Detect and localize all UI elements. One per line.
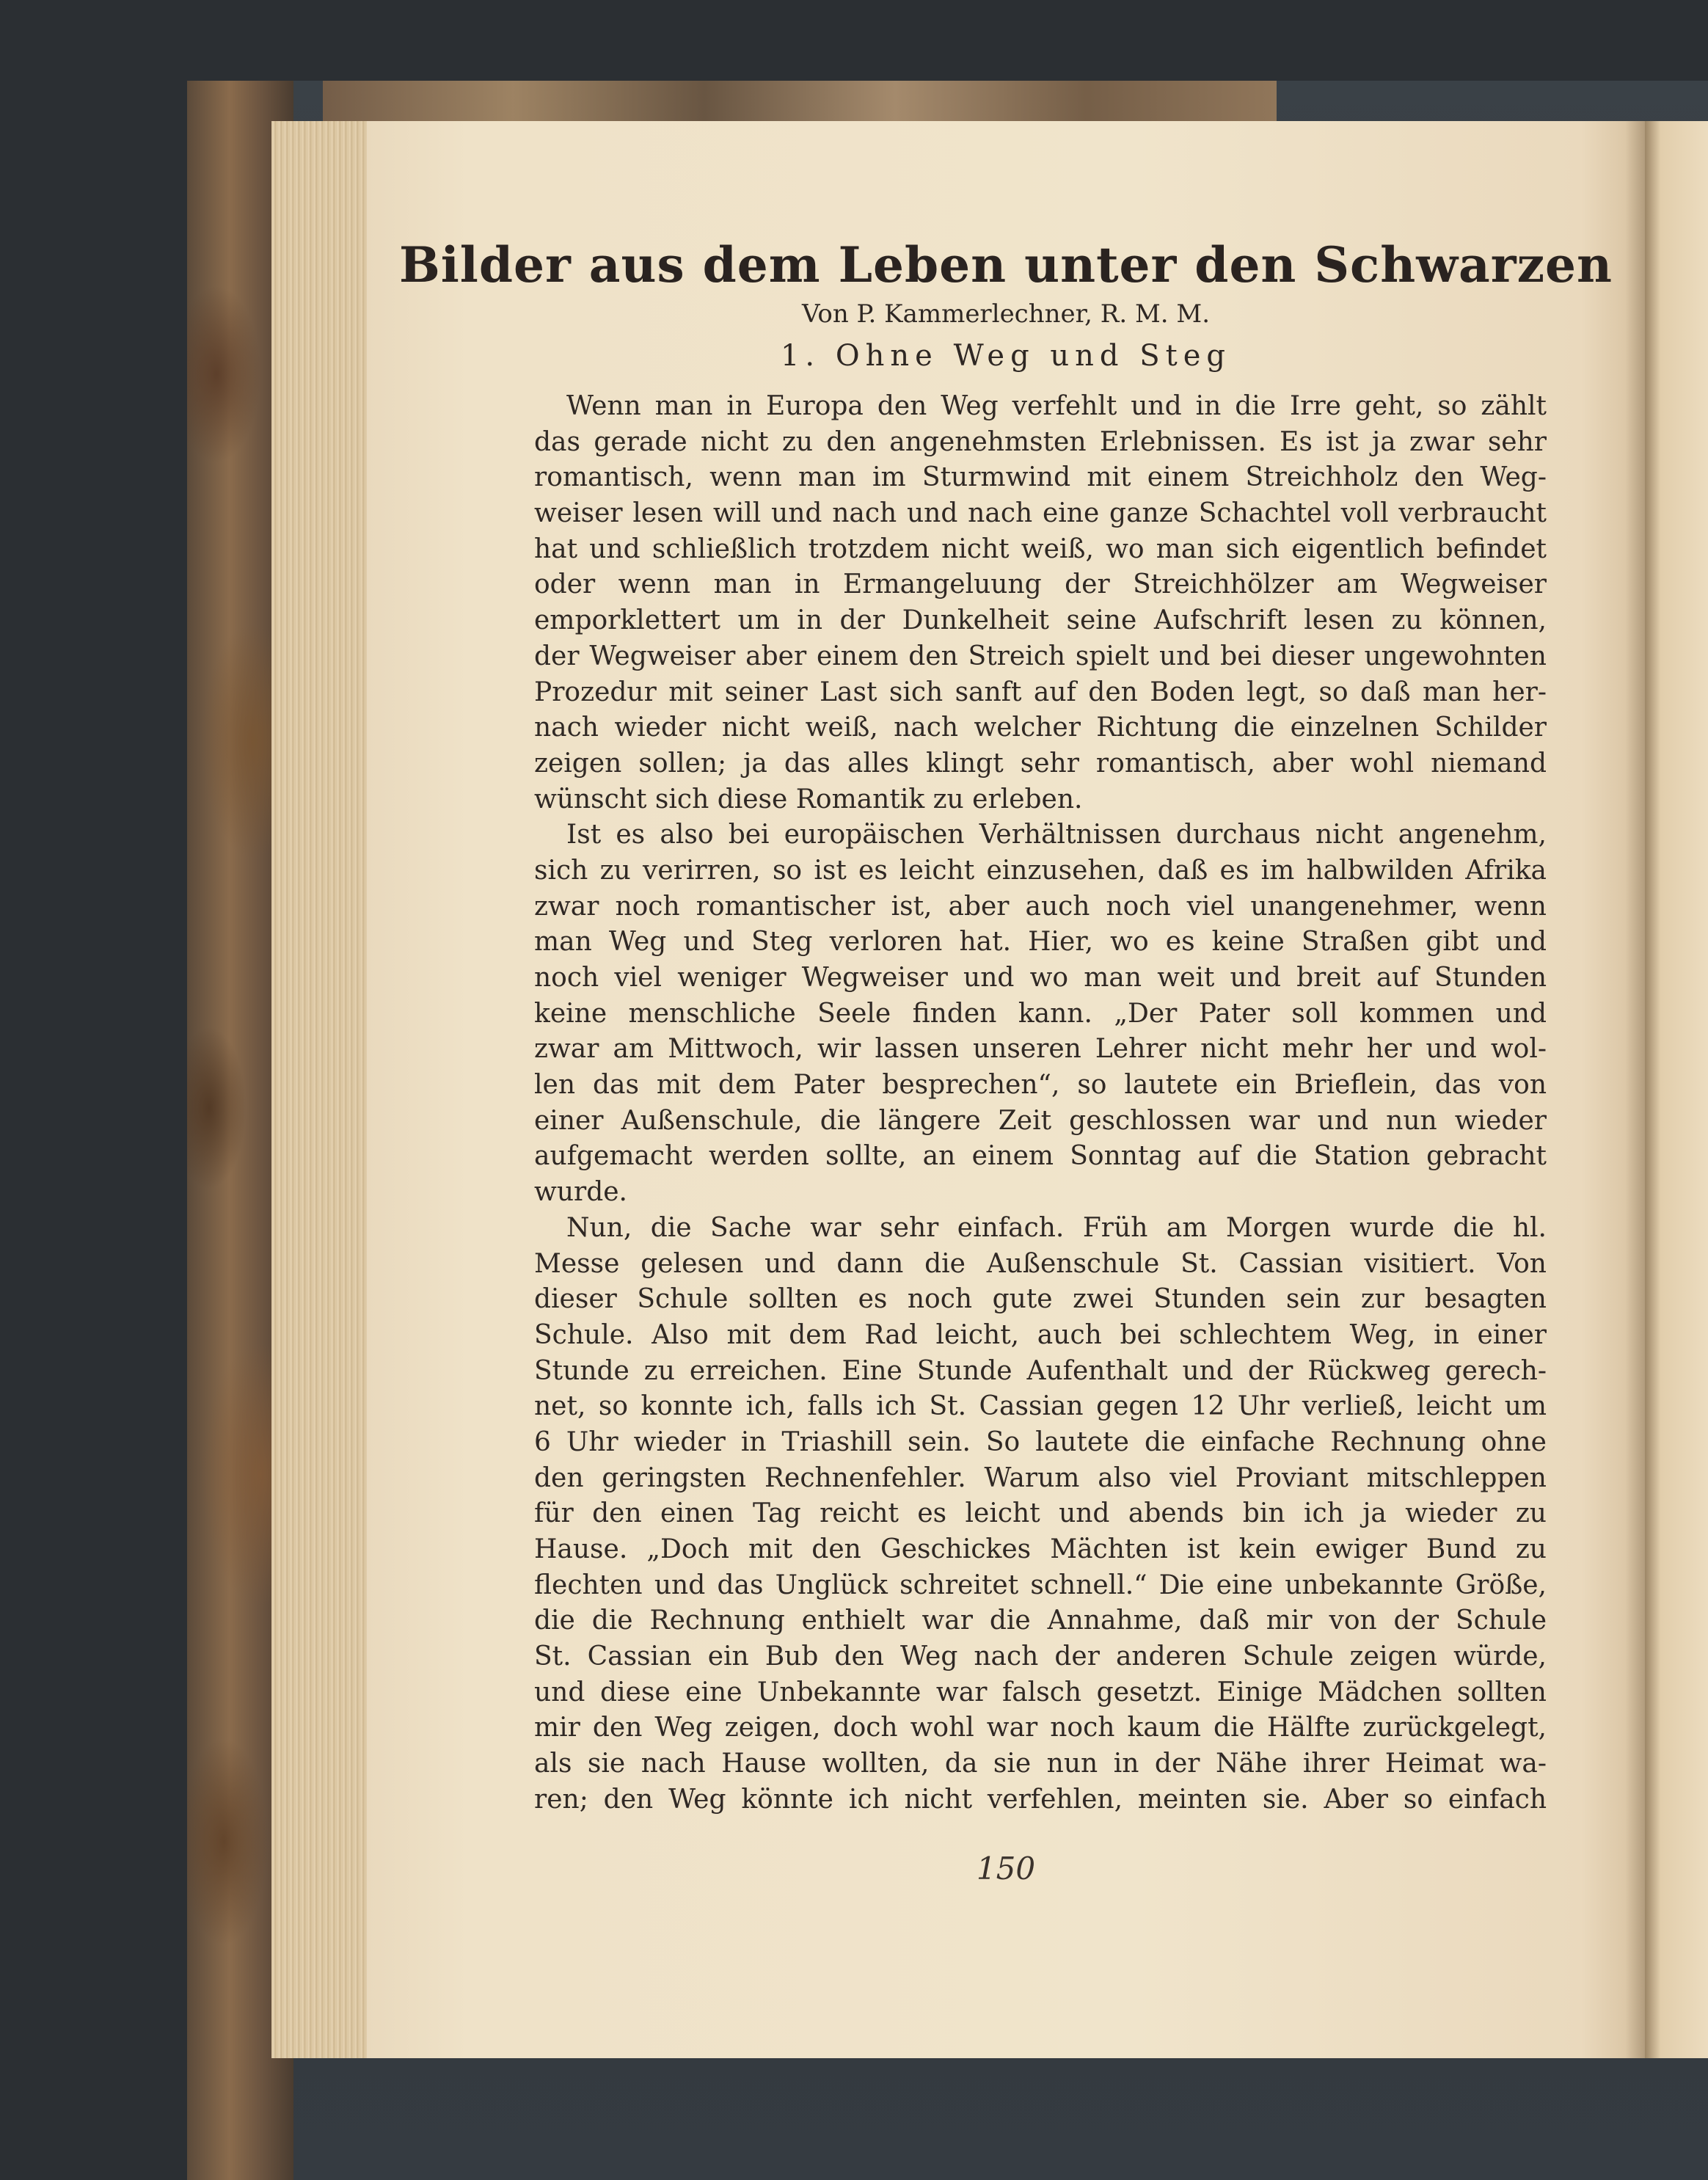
text-line: Nun, die Sache war sehr einfach. Früh am Morgen wurde die hl. [566, 1212, 1547, 1243]
facing-page-edge [1645, 121, 1708, 2058]
text-line: keine menschliche Seele finden kann. „Der Pater soll kommen und [534, 998, 1547, 1029]
text-line: zwar am Mittwoch, wir lassen unseren Lehrer nicht mehr her und wol- [534, 1034, 1547, 1065]
text-line: net, so konnte ich, falls ich St. Cassian gegen 12 Uhr verließ, leicht um [534, 1391, 1547, 1422]
text-line: und diese eine Unbekannte war falsch gesetzt. Einige Mädchen sollten [534, 1677, 1547, 1707]
section-heading: 1. Ohne Weg und Steg [780, 339, 1232, 373]
text-line: Messe gelesen und dann die Außenschule St. Cassian visitiert. Von [534, 1248, 1547, 1279]
text-line: emporklettert um in der Dunkelheit seine Aufschrift lesen zu können, [534, 605, 1547, 636]
text-line: len das mit dem Pater besprechen“, so lautete ein Brieflein, das von [534, 1070, 1547, 1101]
text-line: wünscht sich diese Romantik zu erleben. [534, 784, 1083, 814]
article-body [534, 389, 1547, 1818]
text-line: wurde. [534, 1177, 628, 1208]
text-line: der Wegweiser aber einem den Streich spielt und bei dieser ungewohnten [534, 641, 1547, 671]
text-line: Wenn man in Europa den Weg verfehlt und in die Irre geht, so zählt [566, 391, 1547, 421]
text-line: zeigen sollen; ja das alles klingt sehr romantisch, aber wohl niemand [534, 748, 1547, 779]
text-line: nach wieder nicht weiß, nach welcher Richtung die einzelnen Schilder [534, 712, 1547, 743]
text-line: romantisch, wenn man im Sturmwind mit einem Streichholz den Weg- [534, 462, 1547, 493]
text-line: flechten und das Unglück schreitet schnell.“ Die eine unbekannte Größe, [534, 1570, 1547, 1600]
text-line: den geringsten Rechnenfehler. Warum also viel Proviant mitschleppen [534, 1462, 1547, 1493]
text-line: Ist es also bei europäischen Verhältnissen durchaus nicht angenehm, [566, 820, 1547, 850]
text-line: noch viel weniger Wegweiser und wo man weit und breit auf Stunden [534, 963, 1547, 993]
text-line: ren; den Weg könnte ich nicht verfehlen, meinten sie. Aber so einfach [534, 1784, 1547, 1815]
text-line: St. Cassian ein Bub den Weg nach der anderen Schule zeigen würde, [534, 1641, 1547, 1672]
text-line: dieser Schule sollten es noch gute zwei Stunden sein zur besagten [534, 1284, 1547, 1315]
text-line: Prozedur mit seiner Last sich sanft auf den Boden legt, so daß man her- [534, 677, 1547, 707]
text-line: für den einen Tag reicht es leicht und abends bin ich ja wieder zu [534, 1498, 1547, 1529]
text-line: Stunde zu erreichen. Eine Stunde Aufenthalt und der Rückweg gerech- [534, 1355, 1547, 1386]
page-edges [271, 121, 371, 2058]
text-line: weiser lesen will und nach und nach eine ganze Schachtel voll verbraucht [534, 498, 1547, 529]
text-line: hat und schließlich trotzdem nicht weiß, wo man sich eigentlich befindet [534, 533, 1547, 564]
text-line: sich zu verirren, so ist es leicht einzusehen, daß es im halbwilden Afrika [534, 855, 1547, 886]
article-title: Bilder aus dem Leben unter den Schwarzen [398, 236, 1613, 294]
text-line: Hause. „Doch mit den Geschickes Mächten ist kein ewiger Bund zu [534, 1534, 1547, 1564]
text-line: die die Rechnung enthielt war die Annahme, daß mir von der Schule [534, 1605, 1547, 1636]
marbled-binding-top [323, 81, 1277, 125]
text-line: als sie nach Hause wollten, da sie nun in der Nähe ihrer Heimat wa- [534, 1749, 1547, 1779]
text-line: aufgemacht werden sollte, an einem Sonntag auf die Station gebracht [534, 1141, 1547, 1172]
text-line: zwar noch romantischer ist, aber auch noch viel unangenehmer, wenn [534, 891, 1547, 922]
article-byline: Von P. Kammerlechner, R. M. M. [801, 299, 1211, 329]
page-number: 150 [976, 1851, 1036, 1886]
text-line: 6 Uhr wieder in Triashill sein. So lautete die einfache Rechnung ohne [534, 1426, 1547, 1457]
text-line: das gerade nicht zu den angenehmsten Erlebnissen. Es ist ja zwar sehr [534, 426, 1547, 457]
text-line: einer Außenschule, die längere Zeit geschlossen war und nun wieder [534, 1105, 1547, 1136]
text-line: mir den Weg zeigen, doch wohl war noch kaum die Hälfte zurückgelegt, [534, 1713, 1547, 1743]
text-line: Schule. Also mit dem Rad leicht, auch bei schlechtem Weg, in einer [534, 1319, 1547, 1350]
text-line: man Weg und Steg verloren hat. Hier, wo es keine Straßen gibt und [534, 927, 1547, 958]
text-line: oder wenn man in Ermangeluung der Streichhölzer am Wegweiser [534, 569, 1547, 600]
